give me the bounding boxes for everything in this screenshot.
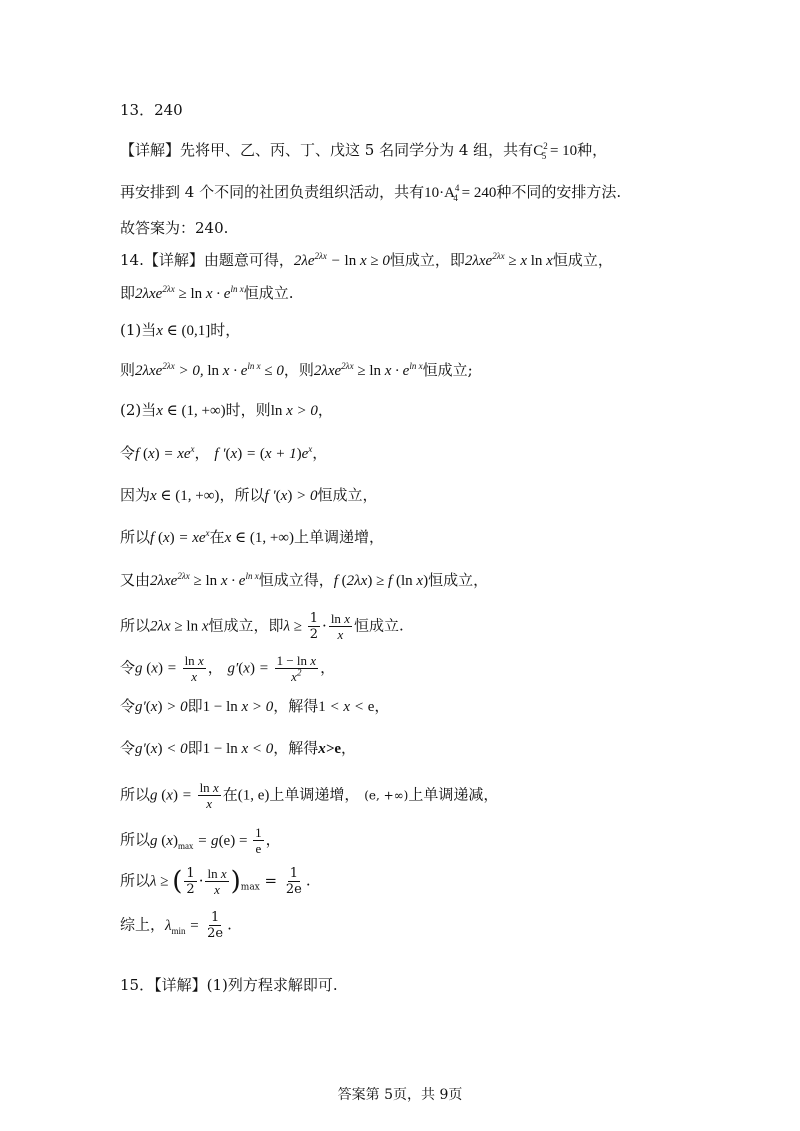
q13-detail-line2: 再安排到 4 个不同的社团负责组织活动，共有$10\cdot A^4_4 = 240$种不同的安排方法.	[120, 183, 622, 203]
q14-l11-a: 令	[120, 658, 136, 677]
q13-line1-text: 先将甲、乙、丙、丁、戊这 5 名同学分为 4 组，共有	[180, 141, 534, 159]
q14-line3: (1)当x ∈ (0,1]时，	[120, 321, 241, 339]
q14-line16: 所以λ ≥ ( $\frac{1}{2}$ · $\frac{\text{ln x}}{x}$ )$_{max}$ = $\frac{1}{2e}$ .	[120, 866, 311, 897]
q14-l12-c: ，解得	[273, 697, 319, 715]
q14-l5-b: 时，则	[225, 401, 271, 419]
q14-l2-lead: 即	[120, 284, 136, 302]
q14-l5-a: (2)当	[120, 401, 157, 419]
q14-l7-b: ，所以	[219, 486, 265, 504]
q14-line13: 令g′(x) < 0即1 − ln x < 0，解得x>e，	[120, 739, 357, 757]
q14-l8-b: 在	[209, 528, 225, 546]
q14-l8-c: 上单调递增，	[293, 528, 384, 546]
q14-l3-b: 时，	[210, 321, 241, 339]
q13-detail-label: 【详解】	[120, 141, 181, 159]
q14-l16-a: 所以	[120, 871, 151, 890]
q14-l4-b: ，则	[283, 361, 314, 379]
q14-line2: 即$2\lambda xe^{2\lambda x} \ge \ln x \cdot e^{ln x}$恒成立.	[120, 284, 294, 302]
q14-line14: 所以g (x) = $\frac{\text{ln x}}{x}$ 在(1, e)上单调递增， (e, +∞)上单调递减，	[120, 780, 499, 811]
q14-l13-b: 即	[187, 739, 203, 757]
q14-l4-c: 恒成立;	[422, 361, 473, 379]
q14-l1-tail: 恒成立，	[552, 251, 613, 269]
q14-l1-mid: 恒成立，即	[389, 251, 465, 269]
q14-line10: 所以2λx ≥ ln x恒成立，即λ ≥ $\frac{1}{2}$ · $\frac{\text{ln x}}{x}$ 恒成立.	[120, 611, 404, 642]
q14-l8-a: 所以	[120, 528, 151, 546]
q14-l15-a: 所以	[120, 830, 151, 849]
q14-l9-a: 又由	[120, 571, 151, 589]
q14-line9: 又由$2\lambda xe^{2\lambda x} \ge \ln x \cdot e^{ln x}$恒成立得，f (2λx) ≥ f (ln x)恒成立，	[120, 571, 489, 589]
q14-line7: 因为x ∈ (1, +∞)，所以f ′(x) > 0恒成立，	[120, 486, 378, 504]
q14-l14-a: 所以	[120, 785, 151, 804]
page-footer: 答案第 5页，共 9页	[337, 1087, 463, 1103]
q14-line8: 所以f $(x) = xe^x$在x ∈ (1, +∞)上单调递增，	[120, 528, 384, 546]
q14-l14-b: 在	[222, 785, 238, 804]
q13-line1-tail: 种，	[577, 141, 608, 159]
q13-answer: 故答案为：240.	[120, 219, 229, 237]
q14-line1: 14.【详解】由题意可得，$2\lambda e^{2\lambda x} - \ln x \ge 0$恒成立，即2λxe$^{2\lambda x}$ ≥ x ln x恒成立，	[120, 251, 613, 269]
q14-line6: 令f $(x) = xe^x$， f $'(x) = (x + 1)e^x$，	[120, 444, 328, 462]
q14-l7-c: 恒成立，	[317, 486, 378, 504]
q14-l9-c: 恒成立，	[428, 571, 489, 589]
q14-l2-tail: 恒成立.	[243, 284, 294, 302]
q14-l7-a: 因为	[120, 486, 151, 504]
q14-line15: 所以g $(x)_{max} = g(e)$ = $\frac{1}{e}$ ，	[120, 825, 281, 856]
q14-l6-a: 令	[120, 444, 136, 462]
q14-l12-a: 令	[120, 697, 136, 715]
q14-l17-a: 综上，	[120, 915, 166, 934]
q13-line2-tail: 种不同的安排方法.	[496, 183, 622, 201]
q14-line5: (2)当x ∈ (1, +∞)时，则ln x > 0，	[120, 401, 333, 419]
q14-l13-c: ，解得	[273, 739, 319, 757]
q14-l14-c: 上单调递增，	[269, 785, 360, 804]
q14-line4: 则2λxe$^{2\lambda x}$ > 0, $\ln x \cdot e^{ln x} \le 0$，则$2\lambda xe^{2\lambda x} \ge \ln x \cdot e^{ln x}$恒成立;	[120, 361, 473, 379]
q14-line17: 综上，$\lambda_{min}$ = $\frac{1}{2e}$ .	[120, 910, 232, 941]
q13-detail-line1: 【详解】先将甲、乙、丙、丁、戊这 5 名同学分为 4 组，共有$C^2_5 = 10$种，	[120, 141, 608, 161]
q15-line1: 15．【详解】(1)列方程求解即可.	[120, 976, 338, 994]
q14-line12: 令g′(x) > 0即1 − ln x > 0，解得1 < x < e，	[120, 697, 390, 715]
q14-l12-b: 即	[187, 697, 203, 715]
q14-lead: 14.【详解】由题意可得，	[120, 251, 294, 269]
q14-l10-c: 恒成立.	[353, 616, 404, 635]
q14-line11: 令g (x) = $\frac{\text{ln x}}{x}$ ， g′(x) = $\frac{\text{1 − ln x}}{x^2}$ ，	[120, 653, 336, 684]
q13-line2-text: 再安排到 4 个不同的社团负责组织活动，共有	[120, 183, 425, 201]
q14-l10-a: 所以	[120, 616, 151, 635]
q13-number: 13．240	[120, 101, 183, 119]
q14-l14-d: 上单调递减，	[408, 785, 499, 804]
q14-l3-a: (1)当	[120, 321, 157, 339]
q14-l13-a: 令	[120, 739, 136, 757]
q14-l4-a: 则	[120, 361, 136, 379]
q14-l9-b: 恒成立得，	[258, 571, 334, 589]
q14-l10-b: 恒成立，即	[208, 616, 284, 635]
